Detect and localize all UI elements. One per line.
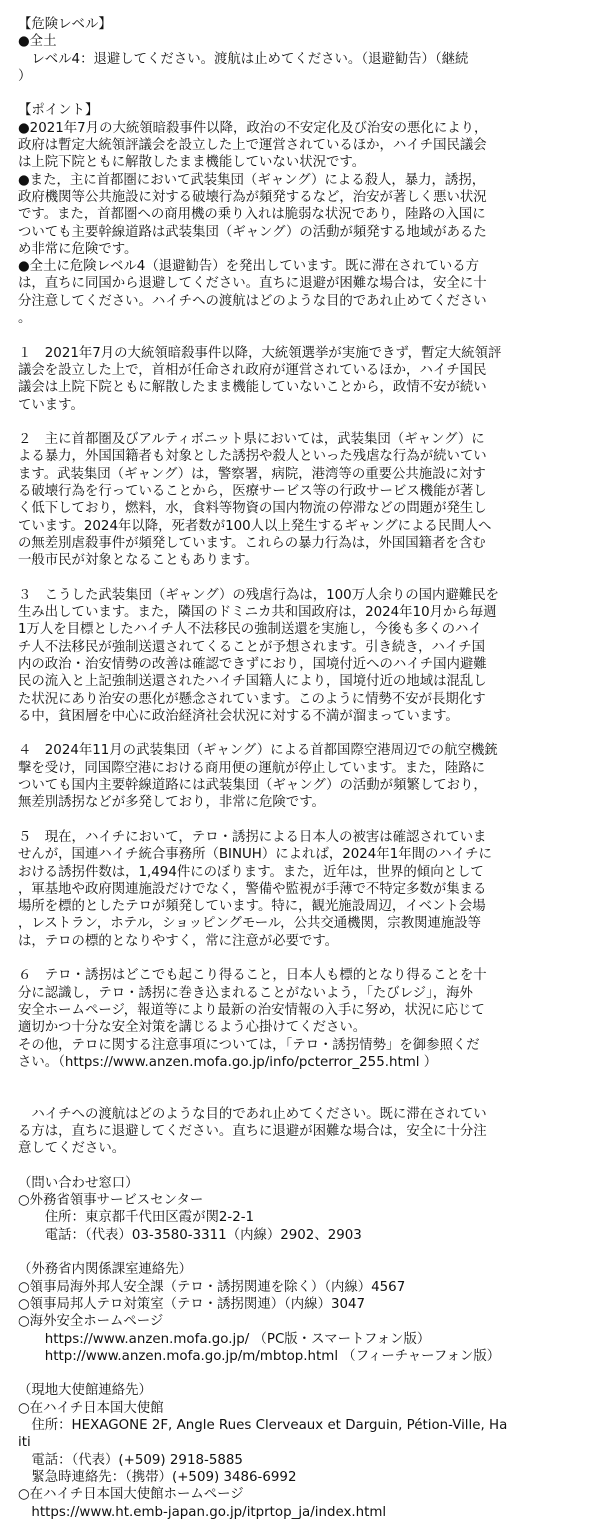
section-line: 議会を設立した上で，首相が任命され政府が運営されているほか，ハイチ国民 [18, 362, 487, 378]
embassy-homepage: ○在ハイチ日本国大使館ホームページ [18, 1487, 244, 1503]
section-line: の無差別虐殺事件が頻発しています。これらの暴力行為は，外国国籍者を含む [18, 535, 486, 551]
points-line: 政府は暫定大統領評議会を設立した上で運営されているほか，ハイチ国民議会 [18, 138, 487, 154]
closing-line: 意してください。 [18, 1141, 126, 1157]
embassy-name: ○在ハイチ日本国大使館 [18, 1400, 164, 1416]
terror-info-link-line[interactable]: さい。（https://www.anzen.mofa.go.jp/info/pcterror_255.html ） [18, 1054, 438, 1070]
points-line: 分注意してください。ハイチへの渡航はどのような目的であれ止めてください [18, 293, 487, 309]
points-line: です。また，首都圏への商用機の乗り入れは脆弱な状況であり，陸路の入国に [18, 207, 486, 223]
points-line: は，直ちに同国から退避してください。直ちに退避が困難な場合は，安全に十 [18, 276, 487, 292]
safety-homepage-pc-link[interactable]: https://www.anzen.mofa.go.jp/ （PC版・スマートフォン版） [18, 1331, 431, 1347]
danger-level-text: レベル4：退避してください。渡航は止めてください。（退避勧告）（継続 [18, 51, 469, 67]
embassy-address: 住所：HEXAGONE 2F, Angle Rues Clerveaux et Darguin, Pétion-Ville, Ha [18, 1418, 508, 1434]
embassy-phone: 電話：（代表）(+509) 2918-5885 [18, 1452, 243, 1468]
closing-line: ハイチへの渡航はどのような目的であれ止めてください。既に滞在されてい [18, 1106, 487, 1122]
section-line: よる暴力，外国国籍者も対象とした誘拐や殺人といった残虐な行為が続いてい [18, 449, 487, 465]
points-line: め非常に危険です。 [18, 241, 138, 257]
section-line: ています。2024年以降，死者数が100人以上発生するギャングによる民間人へ [18, 518, 492, 534]
danger-level-heading: 【危険レベル】 [18, 17, 112, 32]
section-line: く低下しており，燃料，水，食料等物資の国内物流の停滞などの問題が発生し [18, 501, 487, 517]
section-3-paragraph [18, 587, 584, 725]
travel-advisory-document [18, 16, 584, 1521]
section-line: 撃を受け，同国際空港における商用便の運航が停止しています。また，陸路に [18, 760, 486, 776]
embassy-heading: （現地大使館連絡先） [18, 1383, 152, 1399]
closing-paragraph [18, 1106, 584, 1158]
danger-level-text-cont: ） [18, 68, 32, 84]
section-line: た状況にあり治安の悪化が懸念されています。このように情勢不安が長期化す [18, 691, 486, 707]
section-line: 内の政治・治安情勢の改善は確認できずにおり，国境付近へのハイチ国内避難 [18, 656, 487, 672]
section-line: ５ 現在，ハイチにおいて，テロ・誘拐による日本人の被害は確認されていま [18, 829, 487, 845]
ministry-heading: （外務省内関係課室連絡先） [18, 1262, 193, 1278]
points-heading: 【ポイント】 [18, 103, 99, 119]
section-line: せんが，国連ハイチ統合事務所（BINUH）によれば，2024年1年間のハイチに [18, 847, 492, 863]
points-line: ついても主要幹線道路は武装集団（ギャング）の活動が頻発する地域があるた [18, 224, 487, 240]
contact-address: 住所：東京都千代田区霞が関2-2-1 [18, 1210, 255, 1226]
section-4-paragraph [18, 742, 584, 811]
section-line: チ人不法移民が強制送還されてくることが予想されます。引き続き，ハイチ国 [18, 639, 486, 655]
section-line: 議会は上院下院ともに解散したまま機能していないことから，政情不安が続い [18, 380, 487, 396]
points-line: は上院下院ともに解散したまま機能していない状況です。 [18, 155, 366, 171]
embassy-emergency-phone: 緊急時連絡先：（携帯）(+509) 3486-6992 [18, 1469, 297, 1485]
section-line: は，テロの標的となりやすく，常に注意が必要です。 [18, 933, 339, 949]
section-6-paragraph [18, 967, 584, 1071]
points-paragraph [18, 120, 584, 328]
section-line: 分に認識し，テロ・誘拐に巻き込まれることがないよう，「たびレジ」，海外 [18, 985, 473, 1001]
points-line: ●全土に危険レベル4（退避勧告）を発出しています。既に滞在されている方 [18, 259, 480, 275]
section-2-paragraph [18, 431, 584, 569]
section-5-paragraph [18, 829, 584, 950]
section-line: 無差別誘拐などが多発しており，非常に危険です。 [18, 795, 325, 811]
points-line: 。 [18, 311, 32, 327]
section-line: ，軍基地や政府関連施設だけでなく，警備や監視が手薄で不特定多数が集まる [18, 881, 487, 897]
section-line: ます。武装集団（ギャング）は，警察署，病院，港湾等の重要公共施設に対す [18, 466, 486, 482]
points-line: ●また，主に首都圏において武装集団（ギャング）による殺人，暴力，誘拐， [18, 172, 486, 188]
section-line: る中，貧困層を中心に政治経済社会状況に対する不満が溜まっています。 [18, 708, 459, 724]
section-line: 生み出しています。また，隣国のドミニカ共和国政府は，2024年10月から毎週 [18, 605, 497, 621]
points-line: ●2021年7月の大統領暗殺事件以降，政治の不安定化及び治安の悪化により， [18, 120, 488, 136]
section-line: 安全ホームページ，報道等により最新の治安情報の入手に努め，状況に応じて [18, 1002, 485, 1018]
section-line: ついても国内主要幹線道路には武装集団（ギャング）の活動が頻繁しており， [18, 778, 487, 794]
section-line: おける誘拐件数は，1,494件にのぼります。また，近年は，世界的傾向として [18, 864, 484, 880]
contact-phone: 電話：（代表）03-3580-3311（内線）2902、2903 [18, 1227, 362, 1243]
embassy-homepage-link[interactable]: https://www.ht.emb-japan.go.jp/itprtop_ja/index.html [18, 1504, 387, 1520]
section-line: ６ テロ・誘拐はどこでも起こり得ること，日本人も標的となり得ることを十 [18, 968, 487, 984]
section-line: ４ 2024年11月の武装集団（ギャング）による首都国際空港周辺での航空機銃 [18, 743, 498, 759]
section-line: ，レストラン，ホテル，ショッピングモール，公共交通機関，宗教関連施設等 [18, 916, 482, 932]
section-line: 場所を標的としたテロが頻発しています。特に，観光施設周辺，イベント会場 [18, 899, 486, 915]
contact-center-name: ○外務省領事サービスセンター [18, 1193, 204, 1209]
section-line: 適切かつ十分な安全対策を講じるよう心掛けてください。 [18, 1020, 367, 1036]
section-line: る破壊行為を行っていることから，医療サービス等の行政サービス機能が著し [18, 484, 487, 500]
safety-homepage-mobile-link[interactable]: http://www.anzen.mofa.go.jp/m/mbtop.html （フィーチャーフォン版） [18, 1348, 501, 1364]
section-line: 1万人を目標としたハイチ人不法移民の強制送還を実施し，今後も多くのハイ [18, 622, 482, 638]
section-1-paragraph [18, 345, 584, 414]
section-line: ３ こうした武装集団（ギャング）の残虐行為は，100万人余りの国内避難民を [18, 587, 499, 603]
section-line: ています。 [18, 397, 84, 413]
ministry-terror-office: ○領事局邦人テロ対策室（テロ・誘拐関連）（内線）3047 [18, 1296, 366, 1312]
section-line: 一般市民が対象となることもあります。 [18, 553, 258, 569]
danger-area: ●全土 [18, 34, 57, 50]
overseas-safety-homepage: ○海外安全ホームページ [18, 1314, 164, 1330]
contact-heading: （問い合わせ窓口） [18, 1175, 139, 1191]
closing-line: る方は，直ちに退避してください。直ちに退避が困難な場合は，安全に十分注 [18, 1124, 487, 1139]
section-line: 民の流入と上記強制送還されたハイチ国籍人により，国境付近の地域は混乱し [18, 674, 487, 690]
points-line: 政府機関等公共施設に対する破壊行為が頻発するなど，治安が著しく悪い状況 [18, 189, 487, 205]
ministry-safety-division: ○領事局海外邦人安全課（テロ・誘拐関連を除く）（内線）4567 [18, 1279, 406, 1295]
section-line: その他，テロに関する注意事項については，「テロ・誘拐情勢」を御参照くだ [18, 1037, 480, 1053]
embassy-address-cont: iti [18, 1435, 31, 1451]
section-line: ２ 主に首都圏及びアルティボニット県においては，武装集団（ギャング）に [18, 432, 485, 448]
section-line: １ 2021年7月の大統領暗殺事件以降，大統領選挙が実施できず，暫定大統領評 [18, 345, 502, 361]
